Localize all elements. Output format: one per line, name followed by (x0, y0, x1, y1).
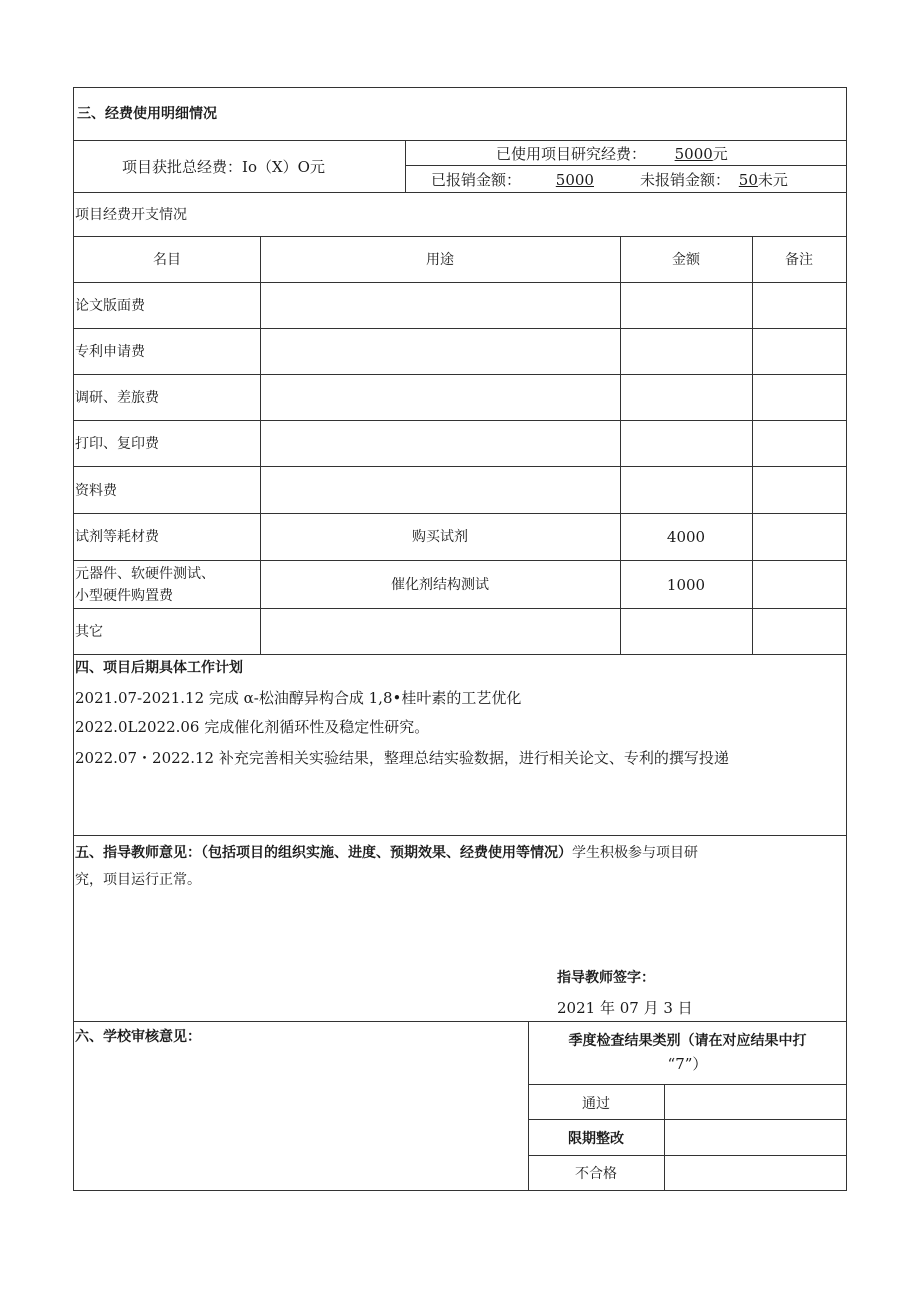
outer-right-border (846, 87, 847, 1191)
section3-title: 三、经费使用明细情况 (77, 106, 217, 122)
check-title-line1: 季度检查结果类别（请在对应结果中打 (568, 1033, 807, 1049)
section6-title: 六、学校审核意见： (75, 1029, 201, 1045)
plan-line-1: 2021.07-2021.12 完成 α-松油醇异构合成 1,8•桂叶素的工艺优化 (75, 689, 522, 707)
check-title-line2: “7”） (667, 1055, 708, 1073)
table-row-line (73, 466, 847, 467)
table-row-line (73, 608, 847, 609)
row-name-travel-fee: 调研、差旅费 (75, 390, 159, 406)
row-name-component-line1: 元器件、软硬件测试、 (75, 566, 215, 582)
result-pass-checkbox[interactable] (665, 1085, 846, 1119)
result-fail-checkbox[interactable] (665, 1156, 846, 1190)
used-value: 5000 (674, 145, 713, 163)
divider (73, 140, 847, 141)
advisor-sign-date: 2021 年 07 月 3 日 (557, 999, 693, 1017)
table-row-line (73, 420, 847, 421)
table-row-line (73, 513, 847, 514)
row-amount-component: 1000 (666, 576, 706, 594)
result-pass: 通过 (582, 1096, 610, 1112)
column-header-use: 用途 (426, 252, 454, 268)
outer-top-border (73, 87, 847, 88)
advisor-opinion-part2: 究，项目运行正常。 (75, 872, 201, 888)
used-unit: 元 (712, 145, 728, 163)
approved-budget (122, 157, 325, 177)
row-name-patent-fee: 专利申请费 (75, 344, 145, 360)
section4-title: 四、项目后期具体工作计划 (75, 660, 243, 676)
divider (73, 835, 847, 836)
plan-line-3: 2022.07・2022.12 补充完善相关实验结果，整理总结实验数据，进行相关论文、专利的撰写投递 (75, 749, 729, 767)
reimbursed-label: 已报销金额： (431, 171, 522, 189)
summary-divider (405, 140, 406, 192)
used-budget (496, 144, 728, 164)
approved-value: Io（X）O (242, 158, 310, 176)
approved-unit: 元 (309, 158, 325, 176)
row-name-reagent-fee: 试剂等耗材费 (75, 529, 159, 545)
advisor-signature-label: 指导教师签字： (557, 970, 655, 986)
column-header-amount: 金额 (672, 252, 700, 268)
table-col-line (752, 236, 753, 654)
row-use-reagent: 购买试剂 (412, 529, 468, 545)
divider (73, 236, 847, 237)
divider (73, 1021, 847, 1022)
table-row-line (73, 654, 847, 655)
column-header-note: 备注 (785, 252, 813, 268)
unreimbursed-label: 未报销金额： (640, 171, 731, 189)
column-header-name: 名目 (153, 252, 181, 268)
plan-line-2: 2022.0L2022.06 完成催化剂循环性及稳定性研究。 (75, 718, 430, 736)
unreimbursed-amount (640, 170, 788, 190)
result-rectify: 限期整改 (568, 1131, 624, 1147)
row-use-component: 催化剂结构测试 (391, 577, 489, 593)
table-row-line (73, 282, 847, 283)
table-row-line (73, 560, 847, 561)
section5-line1 (75, 842, 698, 863)
table-row-line (73, 374, 847, 375)
unreimbursed-unit: 未元 (757, 171, 788, 189)
result-rectify-checkbox[interactable] (665, 1120, 846, 1155)
divider (73, 192, 847, 193)
row-name-component-line2: 小型硬件购置费 (75, 588, 173, 604)
row-amount-reagent: 4000 (666, 528, 706, 546)
approved-label: 项目获批总经费： (122, 158, 243, 176)
reimbursed-amount (431, 170, 594, 190)
outer-bottom-border (73, 1190, 847, 1191)
section5-title: 五、指导教师意见：（包括项目的组织实施、进度、预期效果、经费使用等情况） (75, 845, 572, 861)
row-name-other: 其它 (75, 624, 103, 640)
expense-heading: 项目经费开支情况 (75, 207, 187, 223)
used-label: 已使用项目研究经费： (496, 145, 647, 163)
result-fail: 不合格 (575, 1166, 617, 1182)
reimbursed-value: 5000 (555, 171, 594, 189)
row-name-material-fee: 资料费 (75, 483, 117, 499)
unreimbursed-value: 50 (738, 171, 758, 189)
advisor-opinion-part1: 学生积极参与项目研 (572, 845, 698, 861)
summary-mid-line (405, 165, 847, 166)
row-name-paper-fee: 论文版面费 (75, 298, 145, 314)
table-row-line (73, 328, 847, 329)
row-name-printing-fee: 打印、复印费 (75, 436, 159, 452)
